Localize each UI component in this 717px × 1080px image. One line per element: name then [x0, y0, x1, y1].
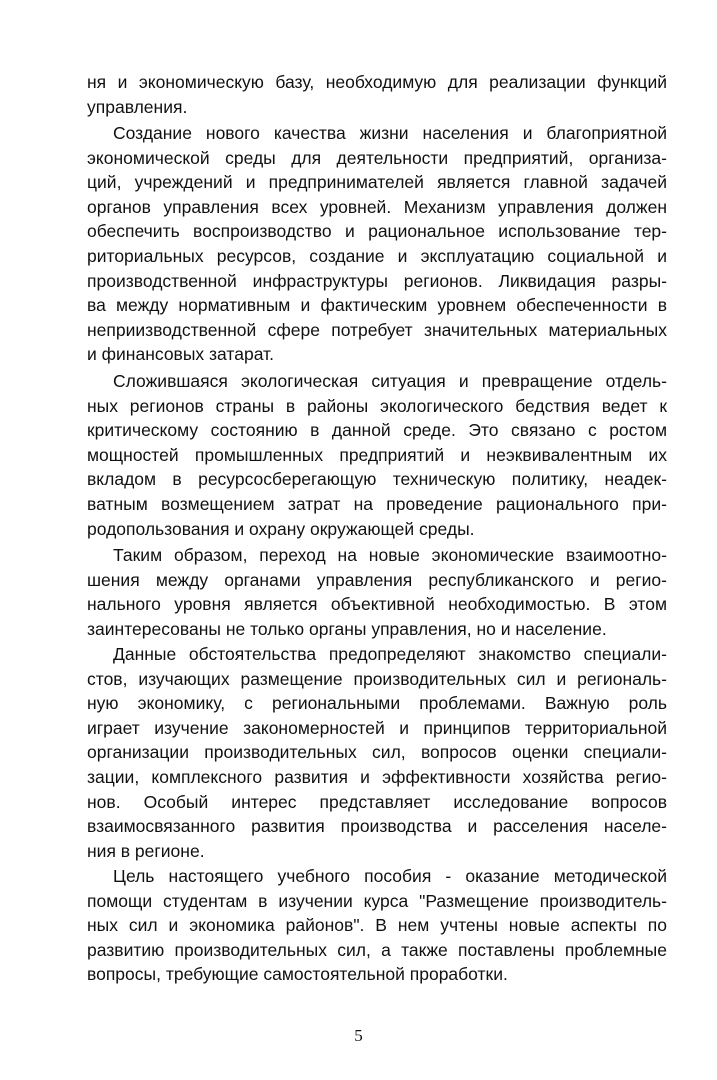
- text-line: критическому состоянию в данной среде. Это связано с ростом: [87, 420, 667, 441]
- paragraph-3: [87, 369, 667, 541]
- text-line: ных регионов страны в районы экологического бедствия ведет к: [87, 395, 667, 416]
- paragraph-1: [87, 70, 667, 119]
- text-line: ных сил и экономика районов". В нем учтены новые аспекты по: [87, 915, 667, 936]
- text-line: ва между нормативным и фактическим уровнем обеспеченности в: [87, 295, 667, 316]
- text-line: нов. Особый интерес представляет исследование вопросов: [87, 791, 667, 812]
- text-line: риториальных ресурсов, создание и эксплуатацию социальной и: [87, 245, 667, 266]
- text-line: Цель настоящего учебного пособия - оказание методической: [113, 866, 667, 886]
- text-line: заинтересованы не только органы управления, но и население.: [87, 618, 607, 639]
- paragraph-5: [87, 642, 667, 863]
- paragraph-2: [87, 121, 667, 367]
- text-line: Создание нового качества жизни населения и благоприятной: [113, 123, 667, 143]
- text-line: играет изучение закономерностей и принципов территориальной: [87, 717, 667, 738]
- text-line: родопользования и охрану окружающей среды.: [87, 518, 475, 539]
- text-line: развитию производительных сил, а также поставлены проблемные: [87, 939, 667, 960]
- text-line: неприизводственной сфере потребует значительных материальных: [87, 319, 667, 340]
- text-line: Таким образом, переход на новые экономические взаимоотно-: [113, 545, 667, 565]
- text-line: ватным возмещением затрат на проведение рационального при-: [87, 493, 667, 514]
- text-line: Сложившаяся экологическая ситуация и превращение отдель-: [113, 371, 667, 391]
- text-line: зации, комплексного развития и эффективности хозяйства регио-: [87, 766, 667, 787]
- text-line: ную экономику, с региональными проблемами. Важную роль: [87, 693, 667, 714]
- text-line: вкладом в ресурсосберегающую техническую политику, неадек-: [87, 469, 667, 490]
- text-line: помощи студентам в изучении курса "Размещение производитель-: [87, 890, 667, 911]
- text-line: управления.: [87, 96, 188, 117]
- text-line: шения между органами управления республиканского и регио-: [87, 569, 667, 590]
- text-line: организации производительных сил, вопросов оценки специали-: [87, 742, 667, 763]
- text-line: и финансовых затарат.: [87, 344, 274, 365]
- text-line: нального уровня является объективной необходимостью. В этом: [87, 594, 667, 615]
- text-line: мощностей промышленных предприятий и неэквивалентным их: [87, 444, 667, 465]
- page-number: 5: [354, 1026, 363, 1045]
- text-line: вопросы, требующие самостоятельной проработки.: [87, 964, 508, 985]
- text-line: обеспечить воспроизводство и рациональное использование тер-: [87, 221, 667, 242]
- text-line: стов, изучающих размещение производительных сил и региональ-: [87, 668, 667, 689]
- text-line: экономической среды для деятельности предприятий, организа-: [87, 147, 667, 168]
- text-line: ций, учреждений и предпринимателей является главной задачей: [87, 172, 667, 193]
- text-line: ния в регионе.: [87, 840, 205, 861]
- text-line: ня и экономическую базу, необходимую для реализации функций: [87, 72, 667, 92]
- text-line: производственной инфраструктуры регионов. Ликвидация разры-: [87, 270, 667, 291]
- text-line: Данные обстоятельства предопределяют знакомство специали-: [113, 644, 667, 664]
- text-line: органов управления всех уровней. Механизм управления должен: [87, 196, 667, 217]
- text-line: взаимосвязанного развития производства и расселения населе-: [87, 816, 667, 837]
- paragraph-4: [87, 543, 667, 641]
- paragraph-6: [87, 864, 667, 987]
